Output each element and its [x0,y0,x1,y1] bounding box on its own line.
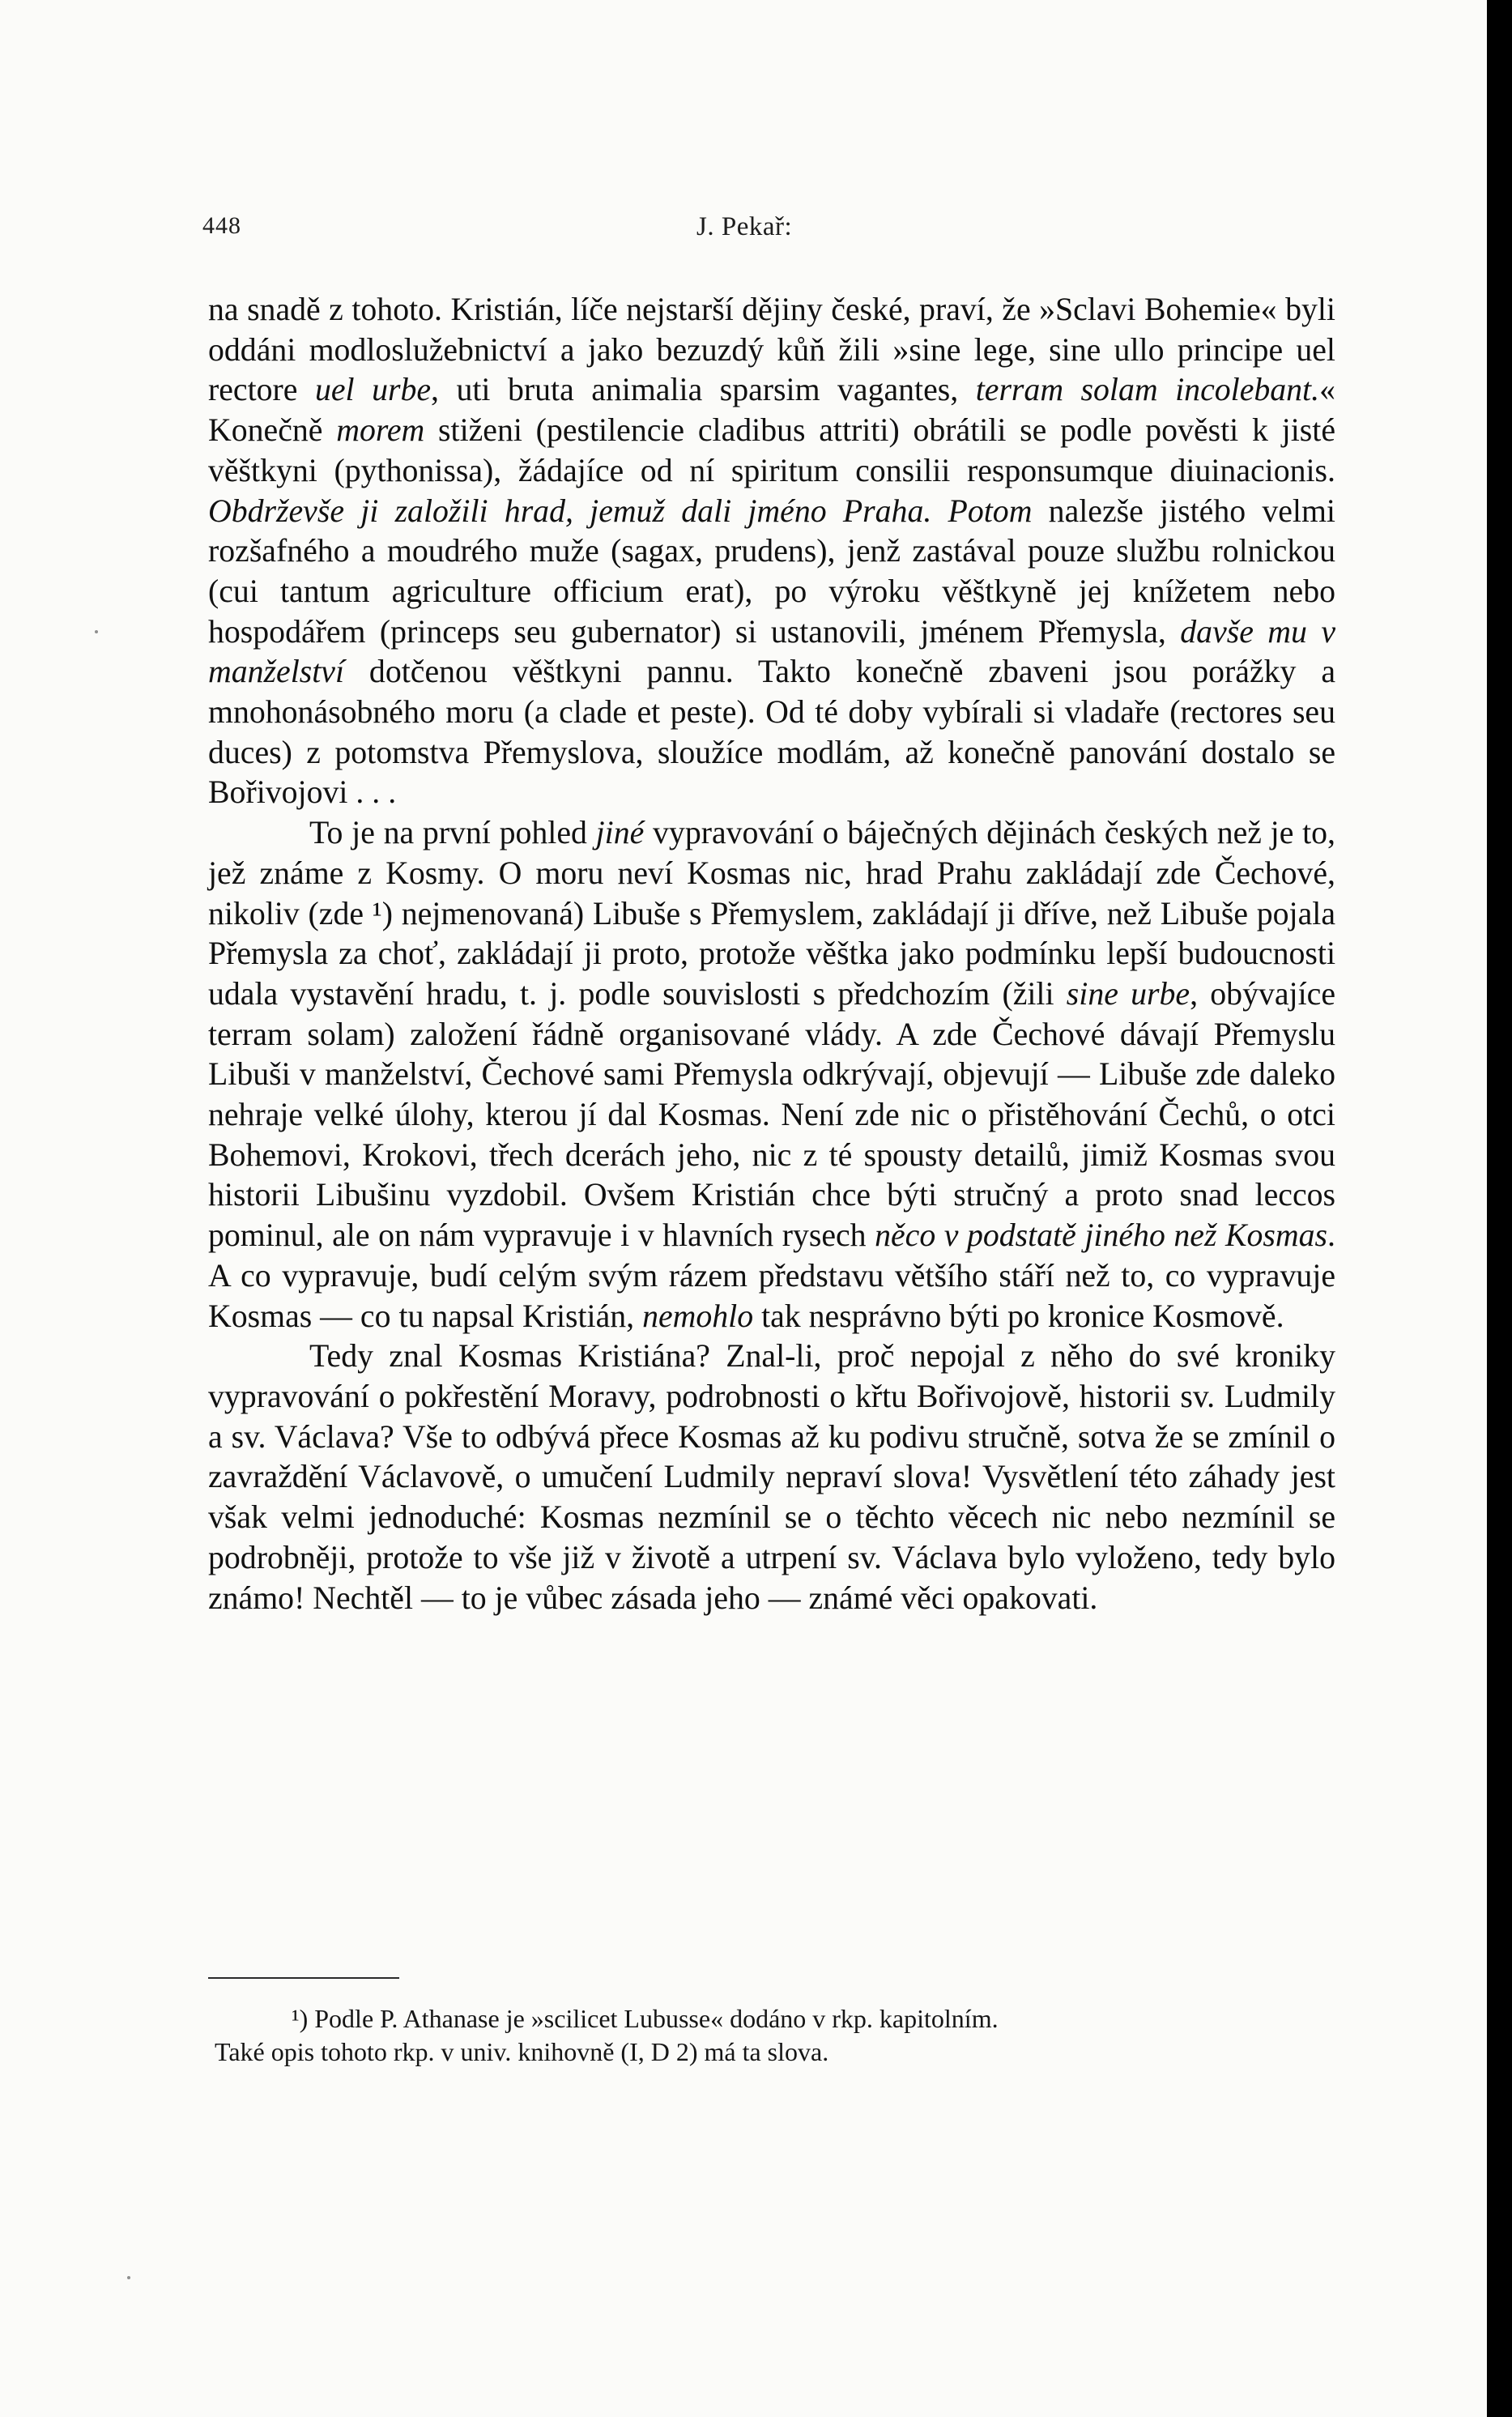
text-run: stiženi (pestilencie cladibus attriti) obrátili se podle pověsti k jisté věštkyni (pythonissa), žádajíce od ní spiritum consilii responsumque diuinacionis. [208,412,1335,488]
italic-text-run: sine urbe [1066,975,1190,1012]
main-text [208,290,1335,1618]
text-run: dotčenou věštkyni pannu. Takto konečně zbaveni jsou porážky a mnohonásobného moru (a clade et peste). Od té doby vybírali si vladaře (rectores seu duces) z potomstva Přemyslova, sloužíce modlám, až konečně panování dostalo se Bořivojovi . . . [208,654,1335,811]
italic-text-run: nemohlo [642,1298,754,1334]
text-run: « Konečně [208,372,1335,449]
italic-text-run: uel urbe [314,372,432,408]
text-run: tak nesprávno býti po kronice Kosmově. [753,1298,1284,1334]
footnote-line: ¹) Podle P. Athanase je »scilicet Lubusse« dodáno v rkp. kapitolním. [292,2004,999,2033]
text-run: nalezše jistého velmi rozšafného a moudrého muže (sagax, prudens), jenž zastával pouze službu rolnickou (cui tantum agriculture officium erat), po výroku věštkyně jej knížetem nebo hospodářem (princeps seu gubernator) si ustanovili, jménem Přemysla, [208,492,1335,650]
text-run: , obývajíce terram solam) založení řádně organisované vlády. A zde Čechové dávají Přemyslu Libuši v manželství, Čechové sami Přemysla odkrývají, objevují — Libuše zde daleko nehraje velké úlohy, kterou jí dal Kosmas. Není zde nic o přistěhování Čechů, o otci Bohemovi, Krokovi, třech dcerách jeho, nic z té spousty detailů, jimiž Kosmas svou historii Libušinu vyzdobil. Ovšem Kristián chce býti stručný a proto snad leccos pominul, ale on nám vypravuje i v hlavních rysech [208,975,1335,1254]
text-run: na snadě z tohoto. Kristián, líče nejstarší dějiny české, praví, že »Sclavi Bohemie« byli oddáni modloslužebnictví a jako bezuzdý kůň žili »sine lege, sine ullo principe uel rectore [208,292,1335,408]
text-run: vypravování o báječných dějinách českých než je to, jež známe z Kosmy. O moru neví Kosmas nic, hrad Prahu zakládají zde Čechové, nikoliv (zde ¹) nejmenovaná) Libuše s Přemyslem, zakládají ji dříve, než Libuše pojala Přemysla za choť, zakládají ji proto, protože věštka jako podmínku lepší budoucnosti udala vystavění hradu, t. j. podle souvislosti s předchozím (žili [208,815,1335,1012]
italic-text-run: Obdrževše ji založili hrad, jemuž dali jméno Praha. Potom [208,492,1033,529]
running-head: J. Pekař: [696,212,793,241]
italic-text-run: davše mu v manželství [208,613,1335,690]
scan-speck [95,630,98,633]
scan-speck [127,2276,130,2279]
text-run: . A co vypravuje, budí celým svým rázem představu většího stáří než to, co vypravuje Kosmas — co tu napsal Kristián, [208,1217,1335,1334]
footnote [215,2002,1335,2069]
paragraph [208,1336,1335,1618]
italic-text-run: morem [336,412,425,449]
paragraph [208,290,1335,813]
text-run: Tedy znal Kosmas Kristiána? Znal-li, proč nepojal z něho do své kroniky vypravování o pokřestění Moravy, podrobnosti o křtu Bořivojově, historii sv. Ludmily a sv. Václava? Vše to odbývá přece Kosmas až ku podivu stručně, sotva že se zmínil o zavraždění Václavově, o umučení Ludmily nepraví slova! Vysvětlení této záhady jest však velmi jednoduché: Kosmas nezmínil se o těchto věcech nic nebo nezmínil se podrobněji, protože to vše již v životě a utrpení sv. Václava bylo vyloženo, tedy bylo známo! Nechtěl — to je vůbec zásada jeho — známé věci opakovati. [208,1338,1335,1616]
italic-text-run: terram solam incolebant. [975,372,1320,408]
italic-text-run: jiné [595,815,645,851]
text-run: To je na první pohled [309,815,596,851]
italic-text-run: něco v podstatě jiného než Kosmas [875,1217,1328,1254]
paragraph [208,813,1335,1336]
footnote-line: Také opis tohoto rkp. v univ. knihovně (I, D 2) má ta slova. [215,2037,829,2066]
text-run: , uti bruta animalia sparsim vagantes, [431,372,976,408]
page-header [202,212,1333,261]
page-number: 448 [202,212,241,239]
scan-border [1487,0,1512,2417]
footnote-divider [208,1977,399,1979]
